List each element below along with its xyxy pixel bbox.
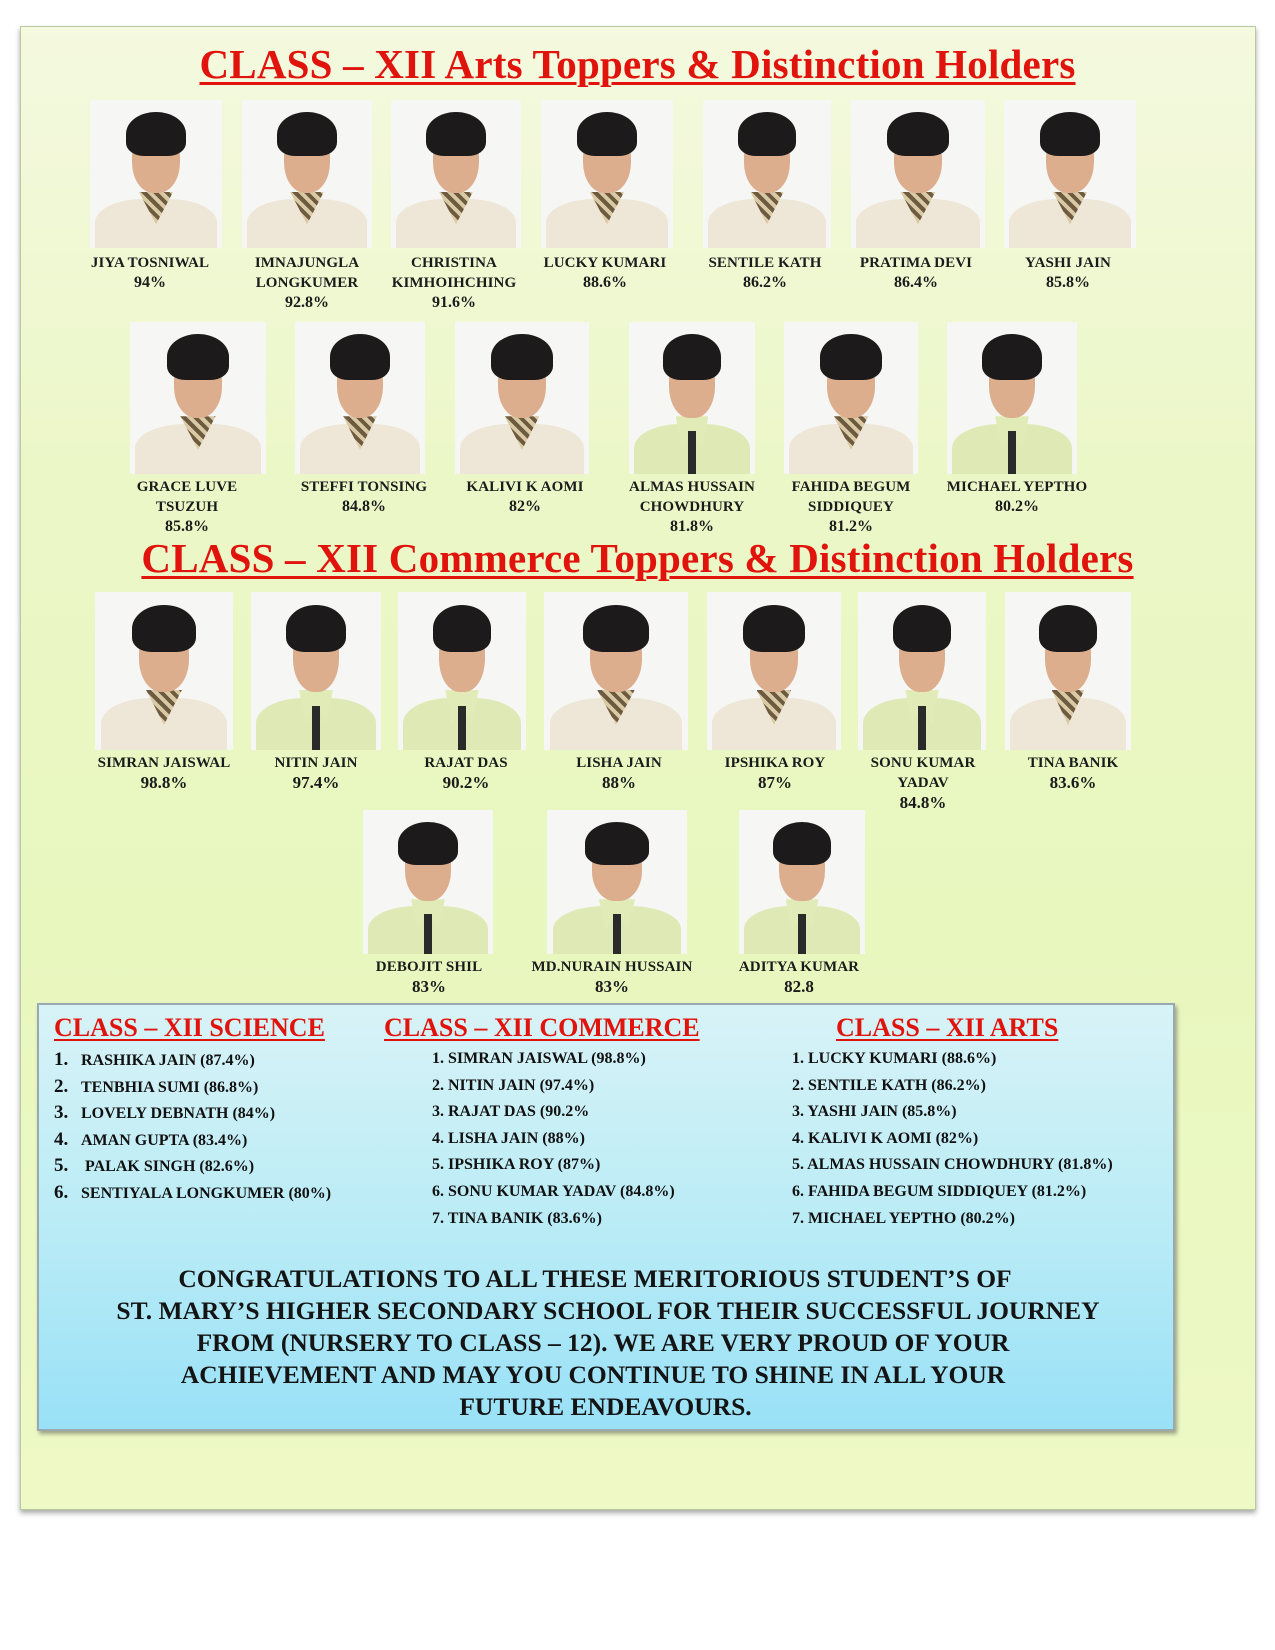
student-score: 98.8% — [140, 773, 188, 792]
message-line: FUTURE ENDEAVOURS. — [459, 1392, 752, 1421]
student-name: KALIVI K AOMI — [466, 479, 584, 495]
commerce-list-item: 4. LISHA JAIN (88%) — [432, 1129, 585, 1147]
student-score: 86.4% — [894, 274, 938, 291]
commerce-list-item: 1. SIMRAN JAISWAL (98.8%) — [432, 1050, 646, 1067]
student-photo — [391, 100, 521, 248]
list-text: SENTIYALA LONGKUMER (80%) — [81, 1184, 332, 1202]
list-text: LOVELY DEBNATH (84%) — [81, 1105, 276, 1123]
student-photo — [242, 100, 372, 248]
student-photo — [455, 322, 589, 474]
arts-column-title: CLASS – XII ARTS — [836, 1013, 1059, 1042]
list-number: 3. — [54, 1102, 69, 1124]
student-name: IPSHIKA ROY — [724, 755, 826, 771]
arts-student-card — [435, 472, 615, 517]
student-score: 94% — [134, 274, 166, 291]
student-score: 91.6% — [432, 294, 476, 311]
student-name: GRACE LUVE TSUZUH — [136, 479, 238, 515]
student-name: DEBOJIT SHIL — [375, 959, 483, 975]
list-number: 4. — [54, 1128, 69, 1150]
student-score: 84.8% — [899, 793, 947, 812]
student-name: MICHAEL YEPTHO — [946, 479, 1088, 495]
student-name: IMNAJUNGLA LONGKUMER — [254, 255, 360, 291]
student-score: 92.8% — [285, 294, 329, 311]
student-name: SIMRAN JAISWAL — [97, 755, 231, 771]
student-name: RAJAT DAS — [424, 755, 508, 771]
arts-list-item: 6. FAHIDA BEGUM SIDDIQUEY (81.2%) — [792, 1182, 1087, 1200]
student-photo — [703, 100, 831, 248]
student-photo — [251, 592, 381, 750]
arts-student-card — [927, 472, 1107, 517]
student-score: 87% — [758, 773, 792, 792]
science-list-item — [54, 1049, 331, 1076]
student-photo — [363, 810, 493, 954]
commerce-list-item: 7. TINA BANIK (83.6%) — [432, 1209, 602, 1227]
student-name: ADITYA KUMAR — [738, 959, 860, 975]
commerce-list-item: 2. NITIN JAIN (97.4%) — [432, 1076, 595, 1094]
student-name: SONU KUMAR YADAV — [870, 755, 976, 791]
student-photo — [544, 592, 688, 750]
list-text: AMAN GUPTA (83.4%) — [81, 1131, 248, 1149]
science-list-item — [54, 1155, 331, 1182]
student-photo — [295, 322, 425, 474]
student-score: 97.4% — [292, 773, 340, 792]
student-name: LISHA JAIN — [576, 755, 662, 771]
student-photo — [858, 592, 986, 750]
arts-student-card — [602, 472, 782, 537]
commerce-list-item: 5. IPSHIKA ROY (87%) — [432, 1156, 601, 1174]
message-line: ACHIEVEMENT AND MAY YOU CONTINUE TO SHINE IN ALL YOUR — [180, 1360, 1006, 1389]
student-score: 83% — [595, 977, 629, 996]
arts-list-item: 2. SENTILE KATH (86.2%) — [792, 1076, 986, 1094]
list-text: PALAK SINGH (82.6%) — [85, 1158, 255, 1176]
arts-list-item: 7. MICHAEL YEPTHO (80.2%) — [792, 1209, 1015, 1227]
student-photo — [707, 592, 841, 750]
student-name: TINA BANIK — [1027, 755, 1119, 771]
student-name: JIYA TOSNIWAL — [90, 255, 210, 271]
arts-student-card — [60, 248, 240, 293]
list-text: TENBHIA SUMI (86.8%) — [81, 1078, 259, 1096]
student-score: 90.2% — [442, 773, 490, 792]
commerce-heading: CLASS – XII Commerce Toppers & Distinction Holders — [141, 535, 1134, 581]
list-number: 6. — [54, 1181, 69, 1203]
student-name: LUCKY KUMARI — [543, 255, 667, 271]
student-photo — [1005, 592, 1131, 750]
commerce-student-card — [709, 952, 889, 997]
arts-list — [792, 1050, 1113, 1236]
student-score: 88% — [602, 773, 636, 792]
student-score: 81.2% — [829, 518, 873, 535]
student-name: FAHIDA BEGUM SIDDIQUEY — [791, 479, 911, 515]
science-list-item — [54, 1076, 331, 1103]
summary-box — [37, 1003, 1175, 1431]
commerce-column-title: CLASS – XII COMMERCE — [384, 1013, 700, 1042]
student-photo — [95, 592, 233, 750]
arts-student-card — [515, 248, 695, 293]
commerce-list-item: 3. RAJAT DAS (90.2% — [432, 1103, 590, 1121]
student-name: MD.NURAIN HUSSAIN — [531, 959, 693, 975]
student-name: PRATIMA DEVI — [859, 255, 973, 271]
student-score: 83.6% — [1049, 773, 1097, 792]
student-name: CHRISTINA KIMHOIHCHING — [391, 255, 517, 291]
commerce-student-card — [339, 952, 519, 997]
message-line: ST. MARY’S HIGHER SECONDARY SCHOOL FOR THEIR SUCCESSFUL JOURNEY — [116, 1296, 1100, 1325]
science-list-item — [54, 1129, 331, 1156]
student-score: 82% — [509, 498, 541, 515]
student-photo — [547, 810, 687, 954]
student-score: 81.8% — [670, 518, 714, 535]
science-list-item — [54, 1102, 331, 1129]
student-photo — [398, 592, 526, 750]
arts-student-card — [274, 472, 454, 517]
science-list-item — [54, 1182, 331, 1209]
student-score: 86.2% — [743, 274, 787, 291]
list-number: 5. — [54, 1155, 69, 1177]
student-score: 83% — [412, 977, 446, 996]
student-photo — [541, 100, 673, 248]
student-score: 85.8% — [1046, 274, 1090, 291]
student-score: 88.6% — [583, 274, 627, 291]
list-number: 2. — [54, 1075, 69, 1097]
commerce-list-item: 6. SONU KUMAR YADAV (84.8%) — [432, 1182, 675, 1200]
student-score: 80.2% — [995, 498, 1039, 515]
student-photo — [947, 322, 1077, 474]
arts-list-item: 3. YASHI JAIN (85.8%) — [792, 1103, 957, 1121]
arts-student-card — [978, 248, 1158, 293]
commerce-student-card — [983, 748, 1163, 793]
student-photo — [739, 810, 865, 954]
commerce-student-card — [522, 952, 702, 997]
science-list — [54, 1049, 331, 1209]
congratulations-message — [39, 1263, 1177, 1423]
arts-student-card — [761, 472, 941, 537]
student-name: SENTILE KATH — [708, 255, 822, 271]
student-name: NITIN JAIN — [274, 755, 358, 771]
student-name: STEFFI TONSING — [300, 479, 428, 495]
science-column-title: CLASS – XII SCIENCE — [54, 1013, 325, 1042]
student-photo — [629, 322, 755, 474]
student-score: 82.8 — [784, 977, 814, 996]
student-photo — [851, 100, 985, 248]
student-photo — [130, 322, 266, 474]
list-number: 1. — [54, 1049, 69, 1070]
arts-list-item: 5. ALMAS HUSSAIN CHOWDHURY (81.8%) — [792, 1156, 1113, 1174]
commerce-student-card — [529, 748, 709, 793]
student-photo — [1004, 100, 1136, 248]
message-line: FROM (NURSERY TO CLASS – 12). WE ARE VERY PROUD OF YOUR — [196, 1328, 1010, 1357]
message-line: CONGRATULATIONS TO ALL THESE MERITORIOUS STUDENT’S OF — [178, 1264, 1012, 1293]
arts-list-item: 4. KALIVI K AOMI (82%) — [792, 1129, 979, 1147]
student-score: 84.8% — [342, 498, 386, 515]
student-score: 85.8% — [165, 518, 209, 535]
student-name: YASHI JAIN — [1025, 255, 1111, 271]
arts-heading: CLASS – XII Arts Toppers & Distinction Holders — [199, 41, 1076, 87]
list-text: RASHIKA JAIN (87.4%) — [81, 1052, 255, 1069]
student-name: ALMAS HUSSAIN CHOWDHURY — [629, 479, 755, 515]
student-photo — [90, 100, 222, 248]
student-photo — [784, 322, 918, 474]
arts-student-card — [97, 472, 277, 537]
arts-list-item: 1. LUCKY KUMARI (88.6%) — [792, 1050, 997, 1067]
commerce-list — [432, 1050, 675, 1236]
